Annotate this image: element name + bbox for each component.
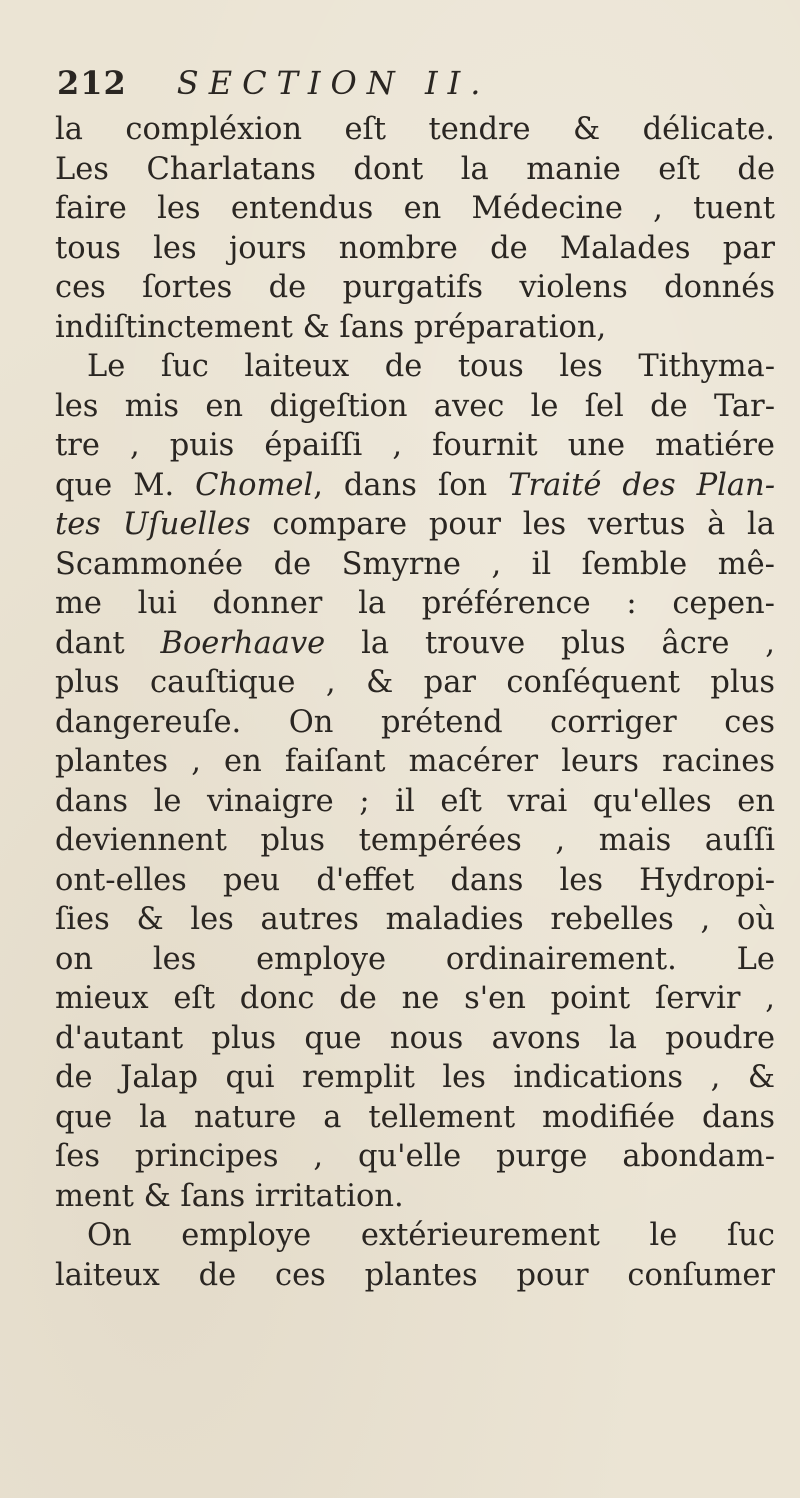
italic-text: Traité des Plan- <box>508 467 775 503</box>
text-line: Scammonée de Smyrne , il ſemble mê- <box>55 546 775 582</box>
text-line: indiſtinctement & ſans préparation, <box>55 309 607 345</box>
text-line: dangereuſe. On prétend corriger ces <box>55 704 775 740</box>
text-run: la trouve plus âcre , <box>325 625 775 661</box>
text-line: d'autant plus que nous avons la poudre <box>55 1020 775 1056</box>
text-line <box>55 624 775 664</box>
running-title: SECTION II. <box>176 64 491 102</box>
text-line: tre , puis épaiſſi , fournit une matiére <box>55 428 775 463</box>
text-line: Le ſuc laiteux de tous les Tithyma- <box>87 349 775 384</box>
text-run: que M. <box>55 467 196 503</box>
text-line: dans le vinaigre ; il eſt vrai qu'elles en <box>55 783 775 819</box>
text-run: compare pour les vertus à la <box>250 507 775 542</box>
italic-text: Boerhaave <box>160 625 326 661</box>
text-line: ces ſortes de purgatifs violens donnés <box>55 270 775 305</box>
text-line: tous les jours nombre de Malades par <box>55 230 775 266</box>
text-line: ont-elles peu d'effet dans les Hydropi- <box>55 862 775 898</box>
text-line: On employe extérieurement le ſuc <box>87 1218 775 1253</box>
text-line: mieux eſt donc de ne s'en point ſervir , <box>55 981 775 1016</box>
text-line: laiteux de ces plantes pour conſumer <box>55 1257 775 1293</box>
text-line: Les Charlatans dont la manie eſt de <box>55 151 775 187</box>
italic-text: tes Uſuelles <box>55 507 251 542</box>
text-line: plantes , en faiſant macérer leurs racines <box>55 744 775 779</box>
page-number: 212 <box>57 64 127 102</box>
text-run: dant <box>55 625 161 661</box>
text-line: que la nature a tellement modifiée dans <box>55 1099 775 1135</box>
page-header <box>57 64 490 108</box>
text-line: ſes principes , qu'elle purge abondam- <box>55 1139 775 1174</box>
body-text <box>55 110 775 1295</box>
text-line: les mis en digeſtion avec le ſel de Tar- <box>55 388 775 424</box>
text-line: plus cauſtique , & par conſéquent plus <box>55 665 775 700</box>
text-line: faire les entendus en Médecine , tuent <box>55 191 775 226</box>
text-line: ſies & les autres maladies rebelles , où <box>55 902 775 937</box>
text-line <box>55 466 775 506</box>
text-line <box>55 505 775 545</box>
text-line: ment & ſans irritation. <box>55 1178 404 1214</box>
text-line: deviennent plus tempérées , mais auſſi <box>55 823 775 858</box>
italic-text: Chomel <box>195 467 314 503</box>
text-run: , dans ſon <box>313 467 509 503</box>
text-line: de Jalap qui remplit les indications , & <box>55 1060 775 1095</box>
text-line: la compléxion eſt tendre & délicate. <box>55 112 775 147</box>
text-line: on les employe ordinairement. Le <box>55 941 775 977</box>
text-line: me lui donner la préférence : cepen- <box>55 586 775 621</box>
